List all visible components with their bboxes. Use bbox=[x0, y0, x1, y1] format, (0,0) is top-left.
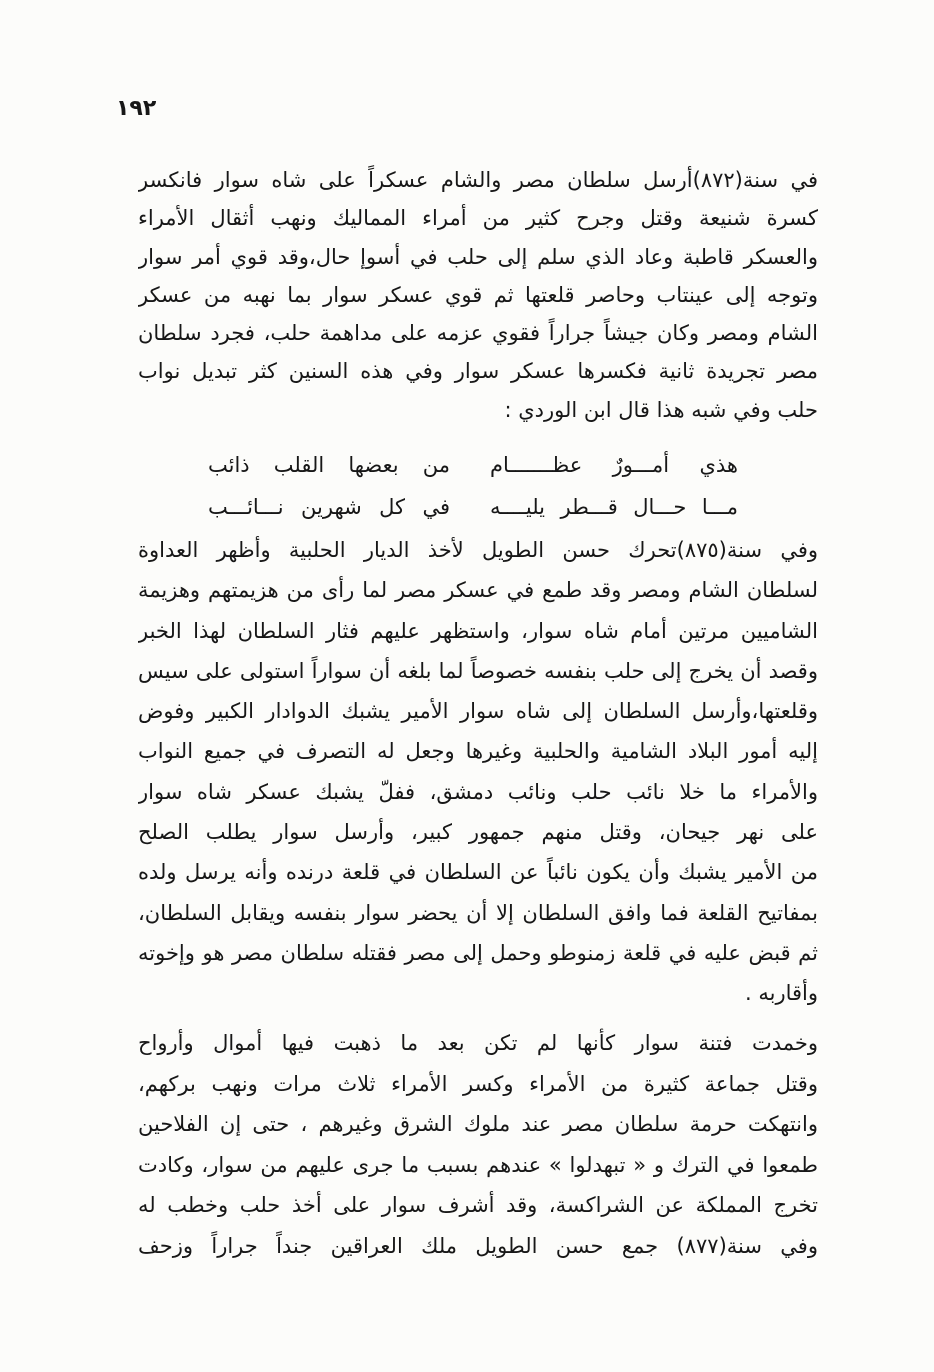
text-line: ثم قبض عليه في قلعة زمنوطو وحمل إلى مصر فقتله سلطان مصر هو وإخوته bbox=[138, 940, 818, 965]
text-line: حلب وفي شبه هذا قال ابن الوردي : bbox=[504, 397, 818, 422]
verse bbox=[0, 444, 934, 486]
text-line: إليه أمور البلاد الشامية والحلبية وغيرها وجعل له التصرف في جميع النواب bbox=[138, 739, 818, 764]
text-line: وقتل جماعة كثيرة من الأمراء وكسر الأمراء ثلاث مرات ونهب بركهم، bbox=[138, 1071, 818, 1096]
page-number: ١٩٢ bbox=[116, 96, 157, 121]
text-line: كسرة شنيعة وقتل وجرح كثير من أمراء المماليك ونهب أثقال الأمراء bbox=[138, 206, 818, 231]
text-line: والعسكر قاطبة وعاد الذي سلم إلى حلب في أسوإ حال،وقد قوي أمر سوار bbox=[138, 244, 818, 269]
text-line: وانتهكت حرمة سلطان مصر عند ملوك الشرق وغيرهم ، حتى إن الفلاحين bbox=[138, 1112, 818, 1137]
paragraph-1 bbox=[138, 161, 818, 429]
text-line: الشام ومصر وكان جيشاً جراراً فقوي عزمه على مداهمة حلب، فجرد سلطان bbox=[138, 321, 818, 346]
poem-verses bbox=[0, 444, 934, 528]
text-line: في سنة(٨٧٢)أرسل سلطان مصر والشام عسكراً على شاه سوار فانكسر bbox=[138, 168, 818, 192]
text-line: وفي سنة(٨٧٧) جمع حسن الطويل ملك العراقين جنداً جراراً وزحف bbox=[138, 1233, 818, 1258]
text-line: وقلعتها،وأرسل السلطان إلى شاه سوار الأمير يشبك الدوادار الكبير وفوض bbox=[138, 699, 818, 724]
text-line: والأمراء ما خلا نائب حلب ونائب دمشق، ففلّ يشبك عسكر شاه سوار bbox=[138, 779, 818, 804]
text-line: من الأمير يشبك وأن يكون نائباً عن السلطان في قلعة درنده وأنه يرسل ولده bbox=[138, 860, 818, 885]
text-line: مصر تجريدة ثانية فكسرها عسكر سوار وفي هذه السنين كثر تبديل نواب bbox=[138, 359, 818, 384]
text-line: وأقاربه . bbox=[744, 981, 818, 1006]
verse-first-hemistich: هذي أمـــورٌ عظـــــــام bbox=[490, 453, 738, 477]
text-line: وخمدت فتنة سوار كأنها لم تكن بعد ما ذهبت فيها أموال وأرواح bbox=[138, 1031, 818, 1055]
verse bbox=[0, 486, 934, 528]
paragraph-2 bbox=[138, 530, 818, 1014]
text-line: الشاميين مرتين أمام شاه سوار، واستظهر عليهم فثار السلطان لهذا الخبر bbox=[138, 618, 818, 643]
text-line: وتوجه إلى عينتاب وحاصر قلعتها ثم قوي عسكر سوار بما نهبه من عسكر bbox=[138, 282, 818, 307]
text-line: لسلطان الشام ومصر وقد طمع في عسكر مصر لما رأى من هزيمتهم وهزيمة bbox=[138, 578, 818, 603]
text-line: وقصد أن يخرج إلى حلب بنفسه خصوصاً لما بلغه أن سواراً استولى على سيس bbox=[138, 658, 818, 683]
text-line: على نهر جيحان، وقتل منهم جمهور كبير، وأرسل سوار يطلب الصلح bbox=[138, 820, 818, 845]
verse-second-hemistich: في كل شهرين نـــائـــب bbox=[208, 495, 450, 519]
verse-first-hemistich: مـــا حـــال قـــطر يليــــه bbox=[490, 495, 738, 519]
text-line: تخرج المملكة عن الشراكسة، وقد أشرف سوار على أخذ حلب وخطب له bbox=[138, 1193, 818, 1218]
text-line: بمفاتيح القلعة فما وافق السلطان إلا أن يحضر سوار بنفسه ويقابل السلطان، bbox=[138, 900, 818, 925]
verse-second-hemistich: من بعضها القلب ذائب bbox=[208, 453, 450, 477]
paragraph-3 bbox=[138, 1023, 818, 1267]
text-line: طمعوا في الترك و « تبهدلوا » عندهم بسبب ما جرى عليهم من سوار، وكادت bbox=[138, 1152, 818, 1177]
text-line: وفي سنة(٨٧٥)تحرك حسن الطويل لأخذ الديار الحلبية وأظهر العداوة bbox=[138, 538, 818, 562]
